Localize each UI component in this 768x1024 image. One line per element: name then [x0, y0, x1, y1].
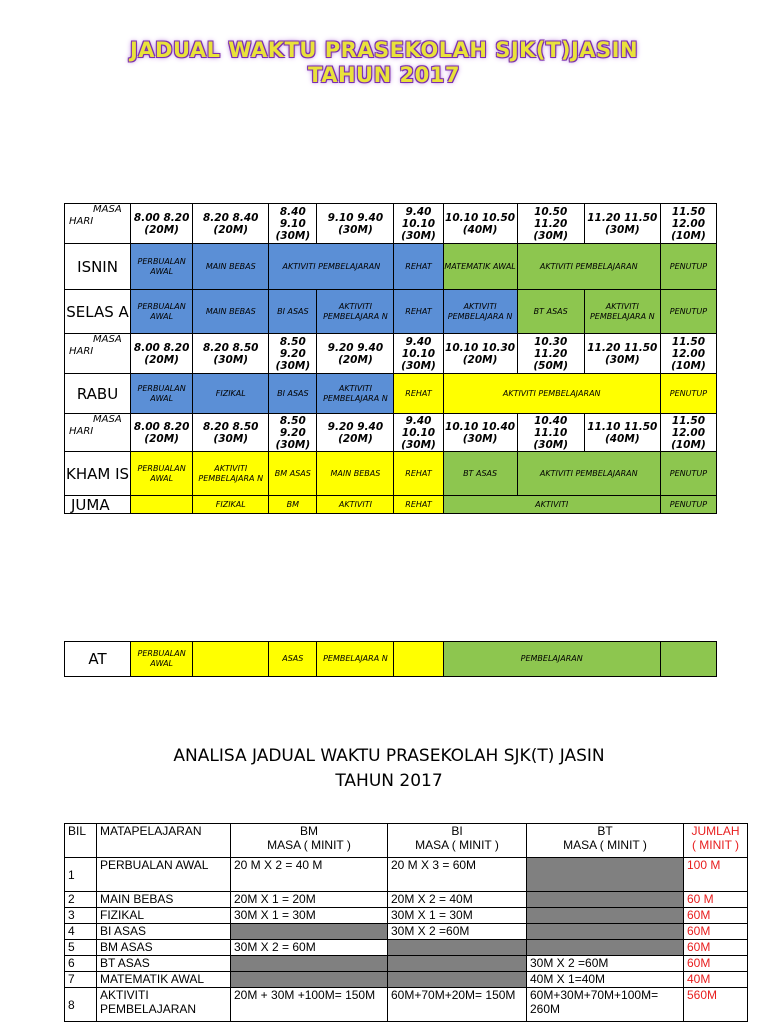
slot: REHAT — [394, 452, 443, 496]
slot: PEMBELAJARA N — [317, 642, 394, 677]
table-row: 2 MAIN BEBAS 20M X 1 = 20M 20M X 2 = 40M 60 M — [65, 892, 748, 908]
time-cell: 9.10 9.40 (30M) — [317, 204, 394, 244]
day-label: ISNIN — [65, 244, 131, 290]
slot: MAIN BEBAS — [317, 452, 394, 496]
table-row: 6 BT ASAS 30M X 2 =60M 60M — [65, 956, 748, 972]
title-line-1: JADUAL WAKTU PRASEKOLAH SJK(T)JASIN — [129, 38, 639, 62]
slot: PERBUALAN AWAL — [131, 374, 193, 414]
slot: AKTIVITI — [443, 496, 660, 514]
analysis-title-line-1: ANALISA JADUAL WAKTU PRASEKOLAH SJK(T) JASIN — [173, 746, 605, 766]
slot: FIZIKAL — [193, 374, 269, 414]
slot: AKTIVITI PEMBELAJARA N — [584, 290, 660, 334]
slot: AKTIVITI PEMBELAJARAN — [269, 244, 394, 290]
day-label: SELAS A — [65, 290, 131, 334]
time-cell: 8.00 8.20 (20M) — [131, 334, 193, 374]
slot: AKTIVITI PEMBELAJARA N — [193, 452, 269, 496]
time-cell: 8.00 8.20 (20M) — [131, 204, 193, 244]
time-cell: 10.10 10.30 (20M) — [443, 334, 517, 374]
page-title — [0, 38, 768, 88]
masa-hari-header: MASA HARI — [65, 414, 131, 452]
slot: REHAT — [394, 290, 443, 334]
slot: PERBUALAN AWAL — [131, 642, 193, 677]
analysis-title-line-2: TAHUN 2017 — [335, 771, 443, 791]
slot: FIZIKAL — [193, 496, 269, 514]
analysis-title — [0, 744, 768, 794]
time-cell: 9.40 10.10 (30M) — [394, 414, 443, 452]
row-juma — [65, 496, 717, 514]
slot: BT ASAS — [517, 290, 584, 334]
masa-hari-header: MASA HARI — [65, 334, 131, 374]
row-khamis — [65, 452, 717, 496]
slot: PERBUALAN AWAL — [131, 290, 193, 334]
slot: AKTIVITI PEMBELAJARAN — [443, 374, 660, 414]
time-cell: 8.50 9.20 (30M) — [269, 334, 317, 374]
timetable-continued — [64, 641, 717, 677]
time-cell: 8.20 8.50 (30M) — [193, 334, 269, 374]
table-row: 8 AKTIVITI PEMBELAJARAN 20M + 30M +100M= 150M 60M+70M+20M= 150M 60M+30M+70M+100M= 260M 560M — [65, 988, 748, 1022]
slot — [394, 642, 443, 677]
row-at — [65, 642, 717, 677]
slot: BM — [269, 496, 317, 514]
row-selasa — [65, 290, 717, 334]
time-cell: 8.40 9.10 (30M) — [269, 204, 317, 244]
slot: MAIN BEBAS — [193, 290, 269, 334]
table-row: 7 MATEMATIK AWAL 40M X 1=40M 40M — [65, 972, 748, 988]
slot: REHAT — [394, 374, 443, 414]
time-cell: 8.00 8.20 (20M) — [131, 414, 193, 452]
time-cell: 10.10 10.40 (30M) — [443, 414, 517, 452]
row-rabu — [65, 374, 717, 414]
slot: AKTIVITI PEMBELAJARA N — [317, 290, 394, 334]
slot: REHAT — [394, 496, 443, 514]
header-bm: BM MASA ( MINIT ) — [231, 824, 388, 858]
slot: AKTIVITI PEMBELAJARA N — [317, 374, 394, 414]
slot: PERBUALAN AWAL — [131, 452, 193, 496]
time-cell: 9.20 9.40 (20M) — [317, 414, 394, 452]
slot: PERBUALAN AWAL — [131, 244, 193, 290]
table-row: 4 BI ASAS 30M X 2 =60M 60M — [65, 924, 748, 940]
header-matapelajaran: MATAPELAJARAN — [97, 824, 231, 858]
time-cell: 10.10 10.50 (40M) — [443, 204, 517, 244]
header-jumlah: JUMLAH ( MINIT ) — [684, 824, 748, 858]
slot — [131, 496, 193, 514]
time-cell: 9.40 10.10 (30M) — [394, 334, 443, 374]
slot: ASAS — [269, 642, 317, 677]
day-label: AT — [65, 642, 131, 677]
time-cell: 11.50 12.00 (10M) — [660, 414, 716, 452]
header-bil: BIL — [65, 824, 97, 858]
slot: REHAT — [394, 244, 443, 290]
day-label: RABU — [65, 374, 131, 414]
slot: PENUTUP — [660, 452, 716, 496]
analysis-header-row — [65, 824, 748, 858]
time-cell: 11.20 11.50 (30M) — [584, 204, 660, 244]
slot: PEMBELAJARAN — [443, 642, 660, 677]
slot: PENUTUP — [660, 496, 716, 514]
slot: PENUTUP — [660, 290, 716, 334]
time-cell: 11.50 12.00 (10M) — [660, 334, 716, 374]
time-cell: 8.20 8.50 (30M) — [193, 414, 269, 452]
time-row-b — [65, 334, 717, 374]
time-cell: 9.20 9.40 (20M) — [317, 334, 394, 374]
table-row: 3 FIZIKAL 30M X 1 = 30M 30M X 1 = 30M 60M — [65, 908, 748, 924]
time-cell: 9.40 10.10 (30M) — [394, 204, 443, 244]
slot — [660, 642, 716, 677]
slot: PENUTUP — [660, 374, 716, 414]
slot: AKTIVITI — [317, 496, 394, 514]
table-row: 1 PERBUALAN AWAL 20 M X 2 = 40 M 20 M X 3 = 60M 100 M — [65, 858, 748, 892]
time-cell: 10.50 11.20 (30M) — [517, 204, 584, 244]
slot: AKTIVITI PEMBELAJARAN — [517, 452, 660, 496]
slot: AKTIVITI PEMBELAJARAN — [517, 244, 660, 290]
time-cell: 8.20 8.40 (20M) — [193, 204, 269, 244]
time-cell: 11.50 12.00 (10M) — [660, 204, 716, 244]
timetable — [64, 203, 717, 514]
slot: BM ASAS — [269, 452, 317, 496]
time-row-c — [65, 414, 717, 452]
analysis-table — [64, 823, 748, 1022]
slot — [193, 642, 269, 677]
slot: BI ASAS — [269, 290, 317, 334]
slot: MATEMATIK AWAL — [443, 244, 517, 290]
day-label: KHAM IS — [65, 452, 131, 496]
time-cell: 8.50 9.20 (30M) — [269, 414, 317, 452]
title-line-2: TAHUN 2017 — [308, 63, 460, 87]
slot: PENUTUP — [660, 244, 716, 290]
day-label: JUMA — [65, 496, 131, 514]
slot: MAIN BEBAS — [193, 244, 269, 290]
slot: AKTIVITI PEMBELAJARA N — [443, 290, 517, 334]
table-row: 5 BM ASAS 30M X 2 = 60M 60M — [65, 940, 748, 956]
slot: BT ASAS — [443, 452, 517, 496]
time-row-a — [65, 204, 717, 244]
time-cell: 11.20 11.50 (30M) — [584, 334, 660, 374]
masa-hari-header: MASA HARI — [65, 204, 131, 244]
header-bt: BT MASA ( MINIT ) — [527, 824, 684, 858]
time-cell: 10.40 11.10 (30M) — [517, 414, 584, 452]
row-isnin — [65, 244, 717, 290]
time-cell: 10.30 11.20 (50M) — [517, 334, 584, 374]
time-cell: 11.10 11.50 (40M) — [584, 414, 660, 452]
slot: BI ASAS — [269, 374, 317, 414]
header-bi: BI MASA ( MINIT ) — [388, 824, 527, 858]
